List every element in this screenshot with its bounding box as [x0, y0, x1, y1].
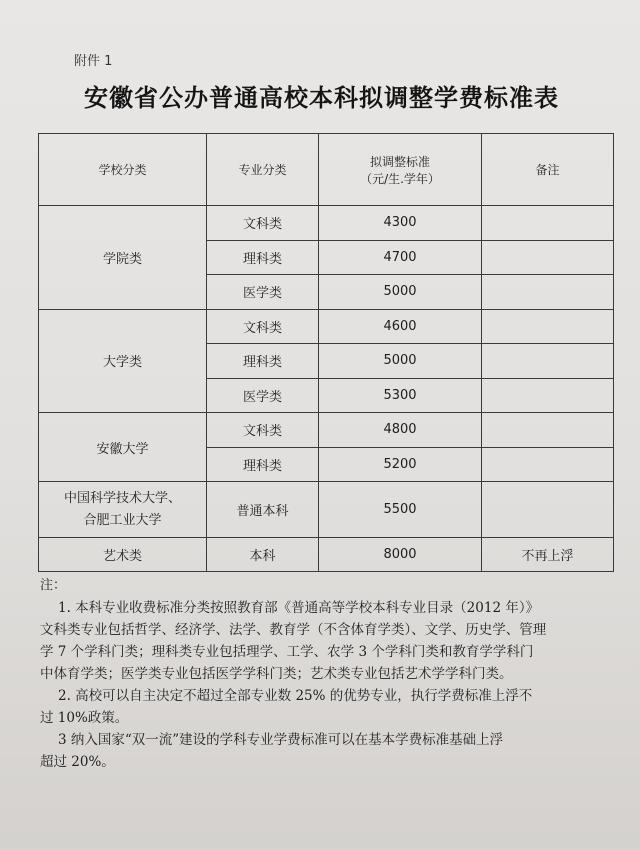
school-cell-line1: 中国科学技术大学、: [63, 490, 181, 506]
major-cell: 本科: [207, 538, 319, 572]
remark-cell: [482, 309, 614, 344]
note-line: 2. 高校可以自主决定不超过全部专业数 25% 的优势专业，执行学费标准上浮不: [58, 688, 533, 704]
remark-cell: [482, 344, 614, 379]
attachment-label: 附件 1: [74, 54, 113, 69]
major-cell: 文科类: [207, 309, 319, 344]
major-cell: 文科类: [207, 413, 319, 448]
table-row: [39, 206, 614, 241]
remark-cell: [482, 206, 614, 241]
remark-cell: [482, 240, 614, 275]
major-cell: 普通本科: [207, 482, 319, 538]
fee-cell: 4700: [319, 240, 482, 275]
table-header-row: [39, 134, 614, 206]
header-school: 学校分类: [39, 134, 207, 206]
remark-cell: 不再上浮: [482, 538, 614, 572]
note-line: 3 纳入国家“双一流”建设的学科专业学费标准可以在基本学费标准基础上浮: [58, 732, 504, 748]
fee-cell: 5500: [319, 482, 482, 538]
table-row: [39, 413, 614, 448]
fee-cell: 4800: [319, 413, 482, 448]
document-title: 安徽省公办普通高校本科拟调整学费标准表: [84, 83, 559, 112]
remark-cell: [482, 275, 614, 310]
school-cell: 学院类: [39, 206, 207, 310]
fee-cell: 4600: [319, 309, 482, 344]
fee-cell: 5000: [319, 344, 482, 379]
school-cell: [39, 482, 207, 538]
table-row: [39, 538, 614, 572]
school-cell: 安徽大学: [39, 413, 207, 482]
major-cell: 理科类: [207, 240, 319, 275]
school-cell: 大学类: [39, 309, 207, 413]
notes-label: 注：: [40, 578, 67, 593]
remark-cell: [482, 378, 614, 413]
school-cell: 艺术类: [39, 538, 207, 572]
fee-cell: 5000: [319, 275, 482, 310]
fee-cell: 5300: [319, 378, 482, 413]
tuition-fee-table: [38, 133, 614, 572]
header-fee-line2: （元/生.学年）: [360, 171, 440, 186]
note-line: 中体育学类；医学类专业包括医学学科门类；艺术类专业包括艺术学学科门类。: [40, 666, 513, 682]
major-cell: 理科类: [207, 447, 319, 482]
table-row: [39, 482, 614, 538]
note-line: 1. 本科专业收费标准分类按照教育部《普通高等学校本科专业目录（2012 年）》: [58, 600, 540, 616]
major-cell: 理科类: [207, 344, 319, 379]
remark-cell: [482, 413, 614, 448]
header-remark: 备注: [482, 134, 614, 206]
remark-cell: [482, 447, 614, 482]
major-cell: 文科类: [207, 206, 319, 241]
note-line: 学 7 个学科门类；理科类专业包括理学、工学、农学 3 个学科门类和教育学学科门: [40, 644, 534, 660]
table-row: [39, 309, 614, 344]
notes-section: [40, 575, 640, 773]
note-line: 文科类专业包括哲学、经济学、法学、教育学（不含体育学类）、文学、历史学、管理: [40, 622, 547, 638]
note-line: 超过 20%。: [40, 754, 115, 770]
fee-cell: 5200: [319, 447, 482, 482]
note-line: 过 10%政策。: [40, 710, 129, 726]
header-fee-line1: 拟调整标准: [369, 154, 430, 169]
header-fee: [319, 134, 482, 206]
remark-cell: [482, 482, 614, 538]
major-cell: 医学类: [207, 378, 319, 413]
fee-cell: 4300: [319, 206, 482, 241]
major-cell: 医学类: [207, 275, 319, 310]
fee-cell: 8000: [319, 538, 482, 572]
school-cell-line2: 合肥工业大学: [83, 512, 162, 528]
header-major: 专业分类: [207, 134, 319, 206]
